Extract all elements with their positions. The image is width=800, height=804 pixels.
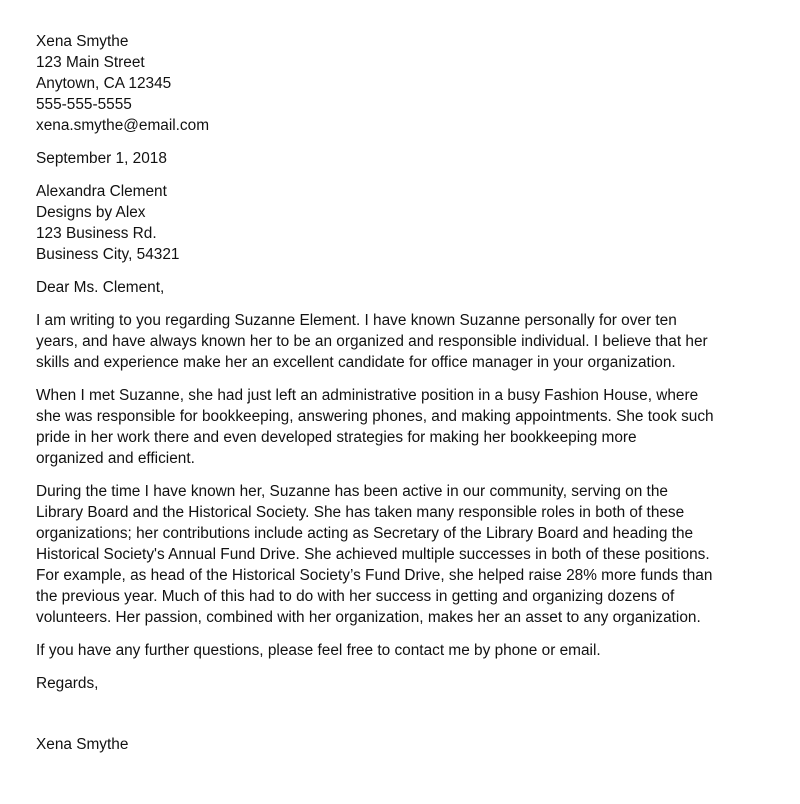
body-paragraph-1 <box>36 310 766 373</box>
body-paragraph-4 <box>36 640 766 661</box>
paragraph-line: she was responsible for bookkeeping, answering phones, and making appointments. She took such <box>36 408 714 425</box>
paragraph-line: the previous year. Much of this had to do with her success in getting and organizing dozens of <box>36 588 675 605</box>
closing-text: Regards, <box>36 675 99 692</box>
paragraph-line: During the time I have known her, Suzanne has been active in our community, serving on the <box>36 483 668 500</box>
recipient-company: Designs by Alex <box>36 204 146 221</box>
recipient-street: 123 Business Rd. <box>36 225 157 242</box>
sender-address-block <box>36 31 766 136</box>
paragraph-line: Historical Society's Annual Fund Drive. She achieved multiple successes in both of these positions. <box>36 546 710 563</box>
recipient-name: Alexandra Clement <box>36 183 167 200</box>
body-paragraph-2 <box>36 385 766 469</box>
salutation-text: Dear Ms. Clement, <box>36 279 165 296</box>
sender-phone: 555-555-5555 <box>36 96 132 113</box>
paragraph-line: skills and experience make her an excellent candidate for office manager in your organization. <box>36 354 676 371</box>
letter-date <box>36 148 766 169</box>
paragraph-line: For example, as head of the Historical Society’s Fund Drive, she helped raise 28% more funds than <box>36 567 713 584</box>
paragraph-line: If you have any further questions, please feel free to contact me by phone or email. <box>36 642 601 659</box>
recipient-city: Business City, 54321 <box>36 246 180 263</box>
paragraph-line: When I met Suzanne, she had just left an administrative position in a busy Fashion House, where <box>36 387 699 404</box>
salutation <box>36 277 766 298</box>
recipient-address-block <box>36 181 766 265</box>
signature <box>36 734 766 755</box>
sender-email: xena.smythe@email.com <box>36 117 210 134</box>
body-paragraph-3 <box>36 481 766 628</box>
date-text: September 1, 2018 <box>36 150 167 167</box>
paragraph-line: years, and have always known her to be an organized and responsible individual. I believe that her <box>36 333 708 350</box>
closing <box>36 673 766 694</box>
sender-street: 123 Main Street <box>36 54 145 71</box>
paragraph-line: organizations; her contributions include acting as Secretary of the Library Board and heading the <box>36 525 694 542</box>
paragraph-line: I am writing to you regarding Suzanne Element. I have known Suzanne personally for over ten <box>36 312 677 329</box>
paragraph-line: volunteers. Her passion, combined with her organization, makes her an asset to any organization. <box>36 609 701 626</box>
paragraph-line: Library Board and the Historical Society. She has taken many responsible roles in both of these <box>36 504 685 521</box>
sender-city: Anytown, CA 12345 <box>36 75 172 92</box>
letter <box>36 31 766 767</box>
sender-name: Xena Smythe <box>36 33 129 50</box>
paragraph-line: organized and efficient. <box>36 450 195 467</box>
paragraph-line: pride in her work there and even developed strategies for making her bookkeeping more <box>36 429 637 446</box>
signature-name: Xena Smythe <box>36 736 129 753</box>
